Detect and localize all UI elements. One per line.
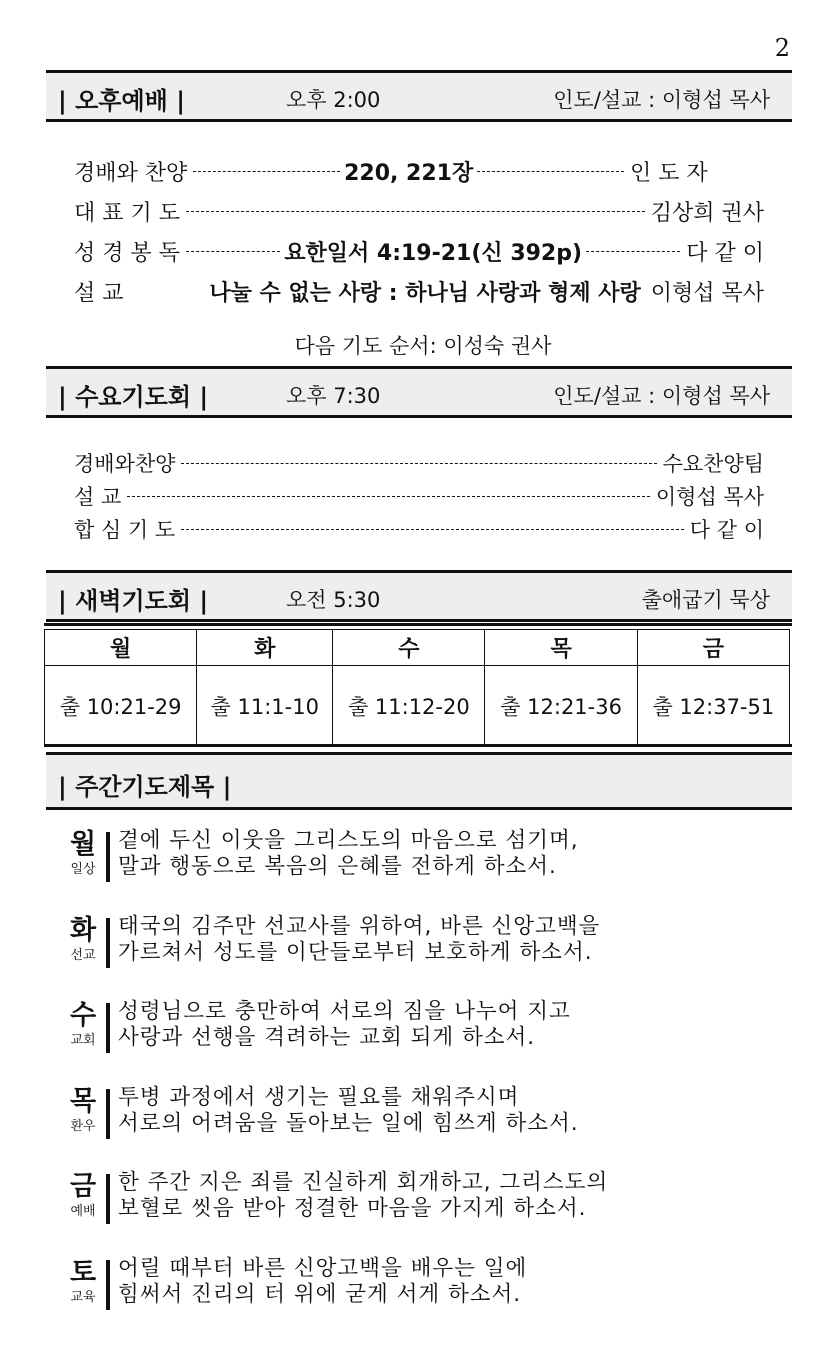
prayer-line: 서로의 어려움을 돌아보는 일에 힘쓰게 하소서. bbox=[118, 1111, 579, 1136]
order-label: 대 표 기 도 bbox=[74, 201, 180, 226]
page-number: 2 bbox=[774, 34, 790, 62]
prayer-day: 금 bbox=[69, 1171, 97, 1202]
prayer-line: 곁에 두신 이웃을 그리스도의 마음으로 섬기며, bbox=[118, 828, 579, 853]
prayer-line: 태국의 김주만 선교사를 위하여, 바른 신앙고백을 bbox=[118, 914, 601, 939]
dawn-service-time: 오전 5:30 bbox=[286, 588, 381, 612]
order-label: 경배와 찬양 bbox=[74, 161, 188, 186]
order-row bbox=[74, 448, 764, 478]
wednesday-service-header bbox=[46, 366, 792, 418]
table-cell: 출 11:12-20 bbox=[333, 666, 485, 747]
divider bbox=[44, 744, 792, 747]
wednesday-service-leader: 인도/설교 : 이형섭 목사 bbox=[553, 384, 770, 408]
prayer-line: 보혈로 씻음 받아 정결한 마음을 가지게 하소서. bbox=[118, 1196, 587, 1221]
afternoon-service-time: 오후 2:00 bbox=[286, 88, 381, 112]
table-cell: 출 12:21-36 bbox=[485, 666, 637, 747]
dawn-service-note: 출애굽기 묵상 bbox=[641, 588, 770, 612]
table-cell: 출 12:37-51 bbox=[637, 666, 789, 747]
order-label: 합 심 기 도 bbox=[74, 518, 176, 542]
order-value: 수요찬양팀 bbox=[662, 452, 764, 476]
divider bbox=[106, 1260, 110, 1310]
table-header-cell: 목 bbox=[485, 630, 637, 666]
prayer-category: 교회 bbox=[70, 1033, 96, 1048]
order-row bbox=[74, 514, 764, 544]
prayer-line: 성령님으로 충만하여 서로의 짐을 나누어 지고 bbox=[118, 999, 571, 1024]
order-detail: 요한일서 4:19-21(신 392p) bbox=[284, 241, 583, 266]
prayer-item bbox=[62, 1170, 782, 1230]
prayer-item bbox=[62, 828, 782, 888]
table-header-cell: 월 bbox=[45, 630, 197, 666]
divider bbox=[106, 1089, 110, 1139]
table-header-row bbox=[45, 630, 790, 666]
prayer-line: 한 주간 지은 죄를 진실하게 회개하고, 그리스도의 bbox=[118, 1170, 609, 1195]
order-row bbox=[74, 236, 764, 267]
table-header-cell: 금 bbox=[637, 630, 789, 666]
prayer-line: 투병 과정에서 생기는 필요를 채워주시며 bbox=[118, 1085, 520, 1110]
table-cell: 출 10:21-29 bbox=[45, 666, 197, 747]
weekly-prayer-title: | 주간기도제목 | bbox=[58, 773, 232, 801]
table-header-cell: 화 bbox=[197, 630, 333, 666]
table-header-cell: 수 bbox=[333, 630, 485, 666]
prayer-line: 가르쳐서 성도를 이단들로부터 보호하게 하소서. bbox=[118, 940, 593, 965]
weekly-prayer-header bbox=[46, 752, 792, 810]
prayer-item bbox=[62, 999, 782, 1059]
prayer-line: 힘써서 진리의 터 위에 굳게 서게 하소서. bbox=[118, 1282, 522, 1307]
table-cell: 출 11:1-10 bbox=[197, 666, 333, 747]
prayer-day: 수 bbox=[69, 1000, 97, 1031]
prayer-category: 예배 bbox=[70, 1204, 96, 1219]
divider bbox=[44, 623, 792, 626]
prayer-line: 사랑과 선행을 격려하는 교회 되게 하소서. bbox=[118, 1025, 536, 1050]
order-row bbox=[74, 196, 764, 227]
prayer-category: 일상 bbox=[70, 862, 96, 877]
order-label: 경배와찬양 bbox=[74, 452, 176, 476]
order-detail: 220, 221장 bbox=[344, 161, 474, 186]
order-value: 다 같 이 bbox=[686, 241, 764, 266]
table-row bbox=[45, 666, 790, 747]
dawn-reading-table bbox=[44, 629, 790, 747]
afternoon-service-header bbox=[46, 70, 792, 122]
order-value: 이형섭 목사 bbox=[655, 485, 764, 509]
prayer-line: 말과 행동으로 복음의 은혜를 전하게 하소서. bbox=[118, 854, 557, 879]
divider bbox=[106, 1003, 110, 1053]
order-row bbox=[74, 276, 764, 307]
prayer-category: 교육 bbox=[70, 1290, 96, 1305]
prayer-item bbox=[62, 914, 782, 974]
order-row bbox=[74, 156, 764, 187]
order-row bbox=[74, 481, 764, 511]
order-value: 김상희 권사 bbox=[650, 201, 764, 226]
order-label: 설 교 bbox=[74, 281, 124, 306]
order-value: 이형섭 목사 bbox=[650, 281, 764, 306]
divider bbox=[106, 1174, 110, 1224]
prayer-day: 토 bbox=[69, 1257, 97, 1288]
prayer-item bbox=[62, 1085, 782, 1145]
prayer-category: 선교 bbox=[70, 948, 96, 963]
prayer-day: 화 bbox=[69, 915, 97, 946]
order-detail: 나눌 수 없는 사랑 : 하나님 사랑과 형제 사랑 bbox=[209, 281, 641, 306]
prayer-day: 목 bbox=[69, 1086, 97, 1117]
prayer-category: 환우 bbox=[70, 1119, 96, 1134]
order-label: 설 교 bbox=[74, 485, 122, 509]
divider bbox=[106, 832, 110, 882]
prayer-day: 월 bbox=[69, 829, 97, 860]
wednesday-service-title: | 수요기도회 | bbox=[58, 383, 209, 411]
order-label: 성 경 봉 독 bbox=[74, 241, 180, 266]
divider bbox=[106, 918, 110, 968]
order-value: 인 도 자 bbox=[630, 161, 708, 186]
prayer-line: 어릴 때부터 바른 신앙고백을 배우는 일에 bbox=[118, 1256, 528, 1281]
dawn-service-title: | 새벽기도회 | bbox=[58, 587, 209, 615]
wednesday-service-time: 오후 7:30 bbox=[286, 384, 381, 408]
order-value: 다 같 이 bbox=[689, 518, 764, 542]
dawn-service-header bbox=[46, 570, 792, 622]
afternoon-service-title: | 오후예배 | bbox=[58, 87, 185, 115]
afternoon-service-leader: 인도/설교 : 이형섭 목사 bbox=[553, 88, 770, 112]
next-prayer-order: 다음 기도 순서: 이성숙 권사 bbox=[294, 334, 552, 358]
prayer-item bbox=[62, 1256, 782, 1316]
